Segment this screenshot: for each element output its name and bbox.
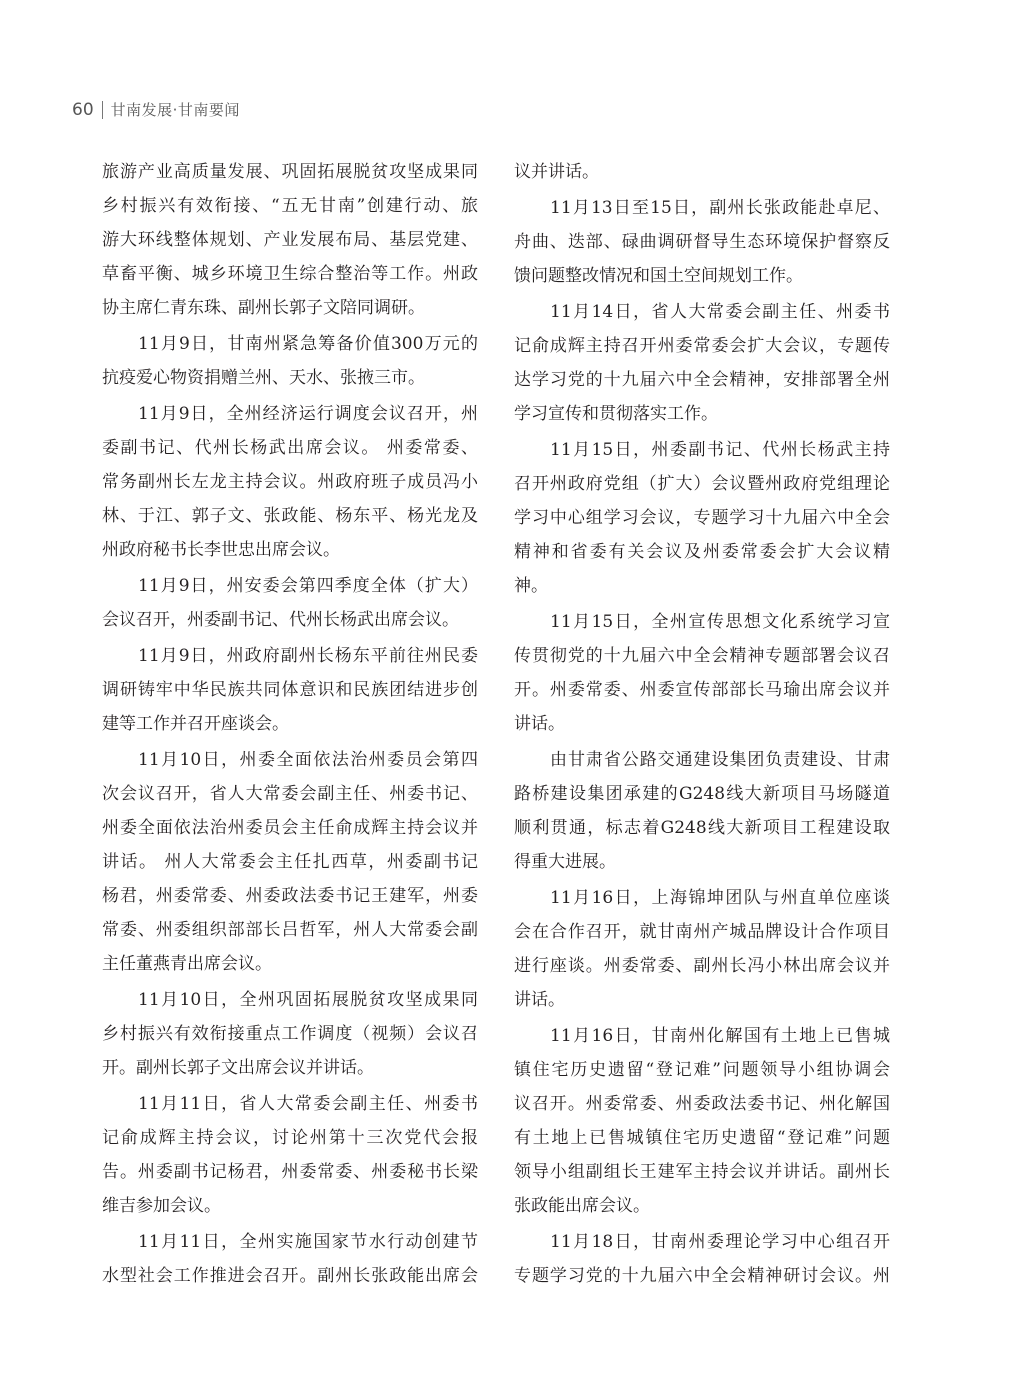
- text-line: 调研铸牢中华民族共同体意识和民族团结进步创: [102, 680, 478, 700]
- text-line: 乡村振兴有效衔接重点工作调度（视频）会议召: [102, 1024, 478, 1044]
- text-line: 路桥建设集团承建的G248线大新项目马场隧道: [514, 784, 890, 804]
- paragraph: [102, 397, 478, 567]
- text-line: 由甘肃省公路交通建设集团负责建设、甘肃: [550, 750, 890, 770]
- running-header: [72, 98, 240, 122]
- text-line: 议召开。州委常委、州委政法委书记、州化解国: [514, 1094, 890, 1114]
- text-line: 会议召开，州委副书记、代州长杨武出席会议。: [102, 610, 459, 630]
- text-line: 记俞成辉主持召开州委常委会扩大会议，专题传: [514, 336, 890, 356]
- paragraph: [102, 639, 478, 741]
- section-title: 甘南发展·甘南要闻: [110, 101, 240, 119]
- text-line: 记俞成辉主持会议，讨论州第十三次党代会报: [102, 1128, 478, 1148]
- text-line: 游大环线整体规划、产业发展布局、基层党建、: [102, 230, 478, 250]
- paragraph: [102, 155, 478, 325]
- paragraph: [102, 569, 478, 637]
- text-line: 进行座谈。州委常委、副州长冯小林出席会议并: [514, 956, 890, 976]
- text-line: 11月9日，州安委会第四季度全体（扩大）: [138, 576, 478, 596]
- text-line: 学习宣传和贯彻落实工作。: [514, 404, 718, 424]
- header-separator: [102, 101, 103, 119]
- text-line: 舟曲、迭部、碌曲调研督导生态环境保护督察反: [514, 232, 890, 252]
- text-line: 讲话。: [514, 714, 565, 734]
- text-line: 11月16日，甘南州化解国有土地上已售城: [550, 1026, 890, 1046]
- text-line: 州政府秘书长李世忠出席会议。: [102, 540, 340, 560]
- paragraph: [514, 1019, 890, 1223]
- text-line: 建等工作并召开座谈会。: [102, 714, 289, 734]
- text-line: 11月13日至15日，副州长张政能赴卓尼、: [550, 198, 890, 218]
- text-line: 11月18日，甘南州委理论学习中心组召开: [550, 1232, 890, 1252]
- text-line: 林、于江、郭子文、张政能、杨东平、杨光龙及: [102, 506, 478, 526]
- text-line: 常务副州长左龙主持会议。州政府班子成员冯小: [102, 472, 478, 492]
- text-line: 召开州政府党组（扩大）会议暨州政府党组理论: [514, 474, 890, 494]
- text-line: 神。: [514, 576, 548, 596]
- right-column: [514, 155, 890, 1293]
- paragraph: [102, 1087, 478, 1223]
- text-line: 抗疫爱心物资捐赠兰州、天水、张掖三市。: [102, 368, 425, 388]
- paragraph: [102, 743, 478, 981]
- text-line: 州委全面依法治州委员会主任俞成辉主持会议并: [102, 818, 478, 838]
- text-line: 张政能出席会议。: [514, 1196, 650, 1216]
- text-line: 开。副州长郭子文出席会议并讲话。: [102, 1058, 374, 1078]
- text-line: 告。州委副书记杨君，州委常委、州委秘书长梁: [102, 1162, 478, 1182]
- text-line: 11月11日，全州实施国家节水行动创建节: [138, 1232, 478, 1252]
- text-line: 乡村振兴有效衔接、“五无甘南”创建行动、旅: [102, 196, 478, 216]
- text-line: 11月15日，全州宣传思想文化系统学习宣: [550, 612, 890, 632]
- text-line: 有土地上已售城镇住宅历史遗留“登记难”问题: [514, 1128, 890, 1148]
- text-line: 主任董燕青出席会议。: [102, 954, 272, 974]
- text-line: 讲话。: [514, 990, 565, 1010]
- text-line: 讲话。 州人大常委会主任扎西草，州委副书记: [102, 852, 478, 872]
- text-line: 11月9日，甘南州紧急筹备价值300万元的: [138, 334, 478, 354]
- paragraph: [102, 983, 478, 1085]
- text-line: 旅游产业高质量发展、巩固拓展脱贫攻坚成果同: [102, 162, 478, 182]
- text-line: 传贯彻党的十九届六中全会精神专题部署会议召: [514, 646, 890, 666]
- text-line: 草畜平衡、城乡环境卫生综合整治等工作。州政: [102, 264, 478, 284]
- text-line: 馈问题整改情况和国土空间规划工作。: [514, 266, 803, 286]
- page-number: 60: [72, 100, 94, 120]
- paragraph: [514, 1225, 890, 1293]
- text-line: 11月10日，州委全面依法治州委员会第四: [138, 750, 478, 770]
- text-line: 学习中心组学习会议，专题学习十九届六中全会: [514, 508, 890, 528]
- paragraph: [514, 295, 890, 431]
- paragraph: [514, 155, 890, 189]
- text-line: 维吉参加会议。: [102, 1196, 221, 1216]
- text-line: 11月14日，省人大常委会副主任、州委书: [550, 302, 890, 322]
- text-line: 领导小组副组长王建军主持会议并讲话。副州长: [514, 1162, 890, 1182]
- text-line: 会在合作召开，就甘南州产城品牌设计合作项目: [514, 922, 890, 942]
- text-line: 11月11日，省人大常委会副主任、州委书: [138, 1094, 478, 1114]
- paragraph: [514, 881, 890, 1017]
- text-line: 得重大进展。: [514, 852, 616, 872]
- text-line: 委副书记、代州长杨武出席会议。 州委常委、: [102, 438, 478, 458]
- text-line: 水型社会工作推进会召开。副州长张政能出席会: [102, 1266, 478, 1286]
- text-line: 11月16日，上海锦坤团队与州直单位座谈: [550, 888, 890, 908]
- text-line: 达学习党的十九届六中全会精神，安排部署全州: [514, 370, 890, 390]
- text-line: 11月9日，全州经济运行调度会议召开，州: [138, 404, 478, 424]
- text-line: 开。州委常委、州委宣传部部长马瑜出席会议并: [514, 680, 890, 700]
- paragraph: [514, 191, 890, 293]
- text-line: 精神和省委有关会议及州委常委会扩大会议精: [514, 542, 890, 562]
- paragraph: [102, 1225, 478, 1293]
- text-line: 11月10日，全州巩固拓展脱贫攻坚成果同: [138, 990, 478, 1010]
- text-line: 11月15日，州委副书记、代州长杨武主持: [550, 440, 890, 460]
- text-line: 11月9日，州政府副州长杨东平前往州民委: [138, 646, 478, 666]
- text-line: 常委、州委组织部部长吕哲军，州人大常委会副: [102, 920, 478, 940]
- text-line: 协主席仁青东珠、副州长郭子文陪同调研。: [102, 298, 425, 318]
- text-line: 次会议召开，省人大常委会副主任、州委书记、: [102, 784, 478, 804]
- text-line: 专题学习党的十九届六中全会精神研讨会议。州: [514, 1266, 890, 1286]
- paragraph: [514, 605, 890, 741]
- left-column: [102, 155, 478, 1293]
- text-line: 议并讲话。: [514, 162, 599, 182]
- text-line: 镇住宅历史遗留“登记难”问题领导小组协调会: [514, 1060, 890, 1080]
- paragraph: [514, 743, 890, 879]
- paragraph: [102, 327, 478, 395]
- paragraph: [514, 433, 890, 603]
- text-line: 顺利贯通，标志着G248线大新项目工程建设取: [514, 818, 890, 838]
- text-line: 杨君，州委常委、州委政法委书记王建军，州委: [102, 886, 478, 906]
